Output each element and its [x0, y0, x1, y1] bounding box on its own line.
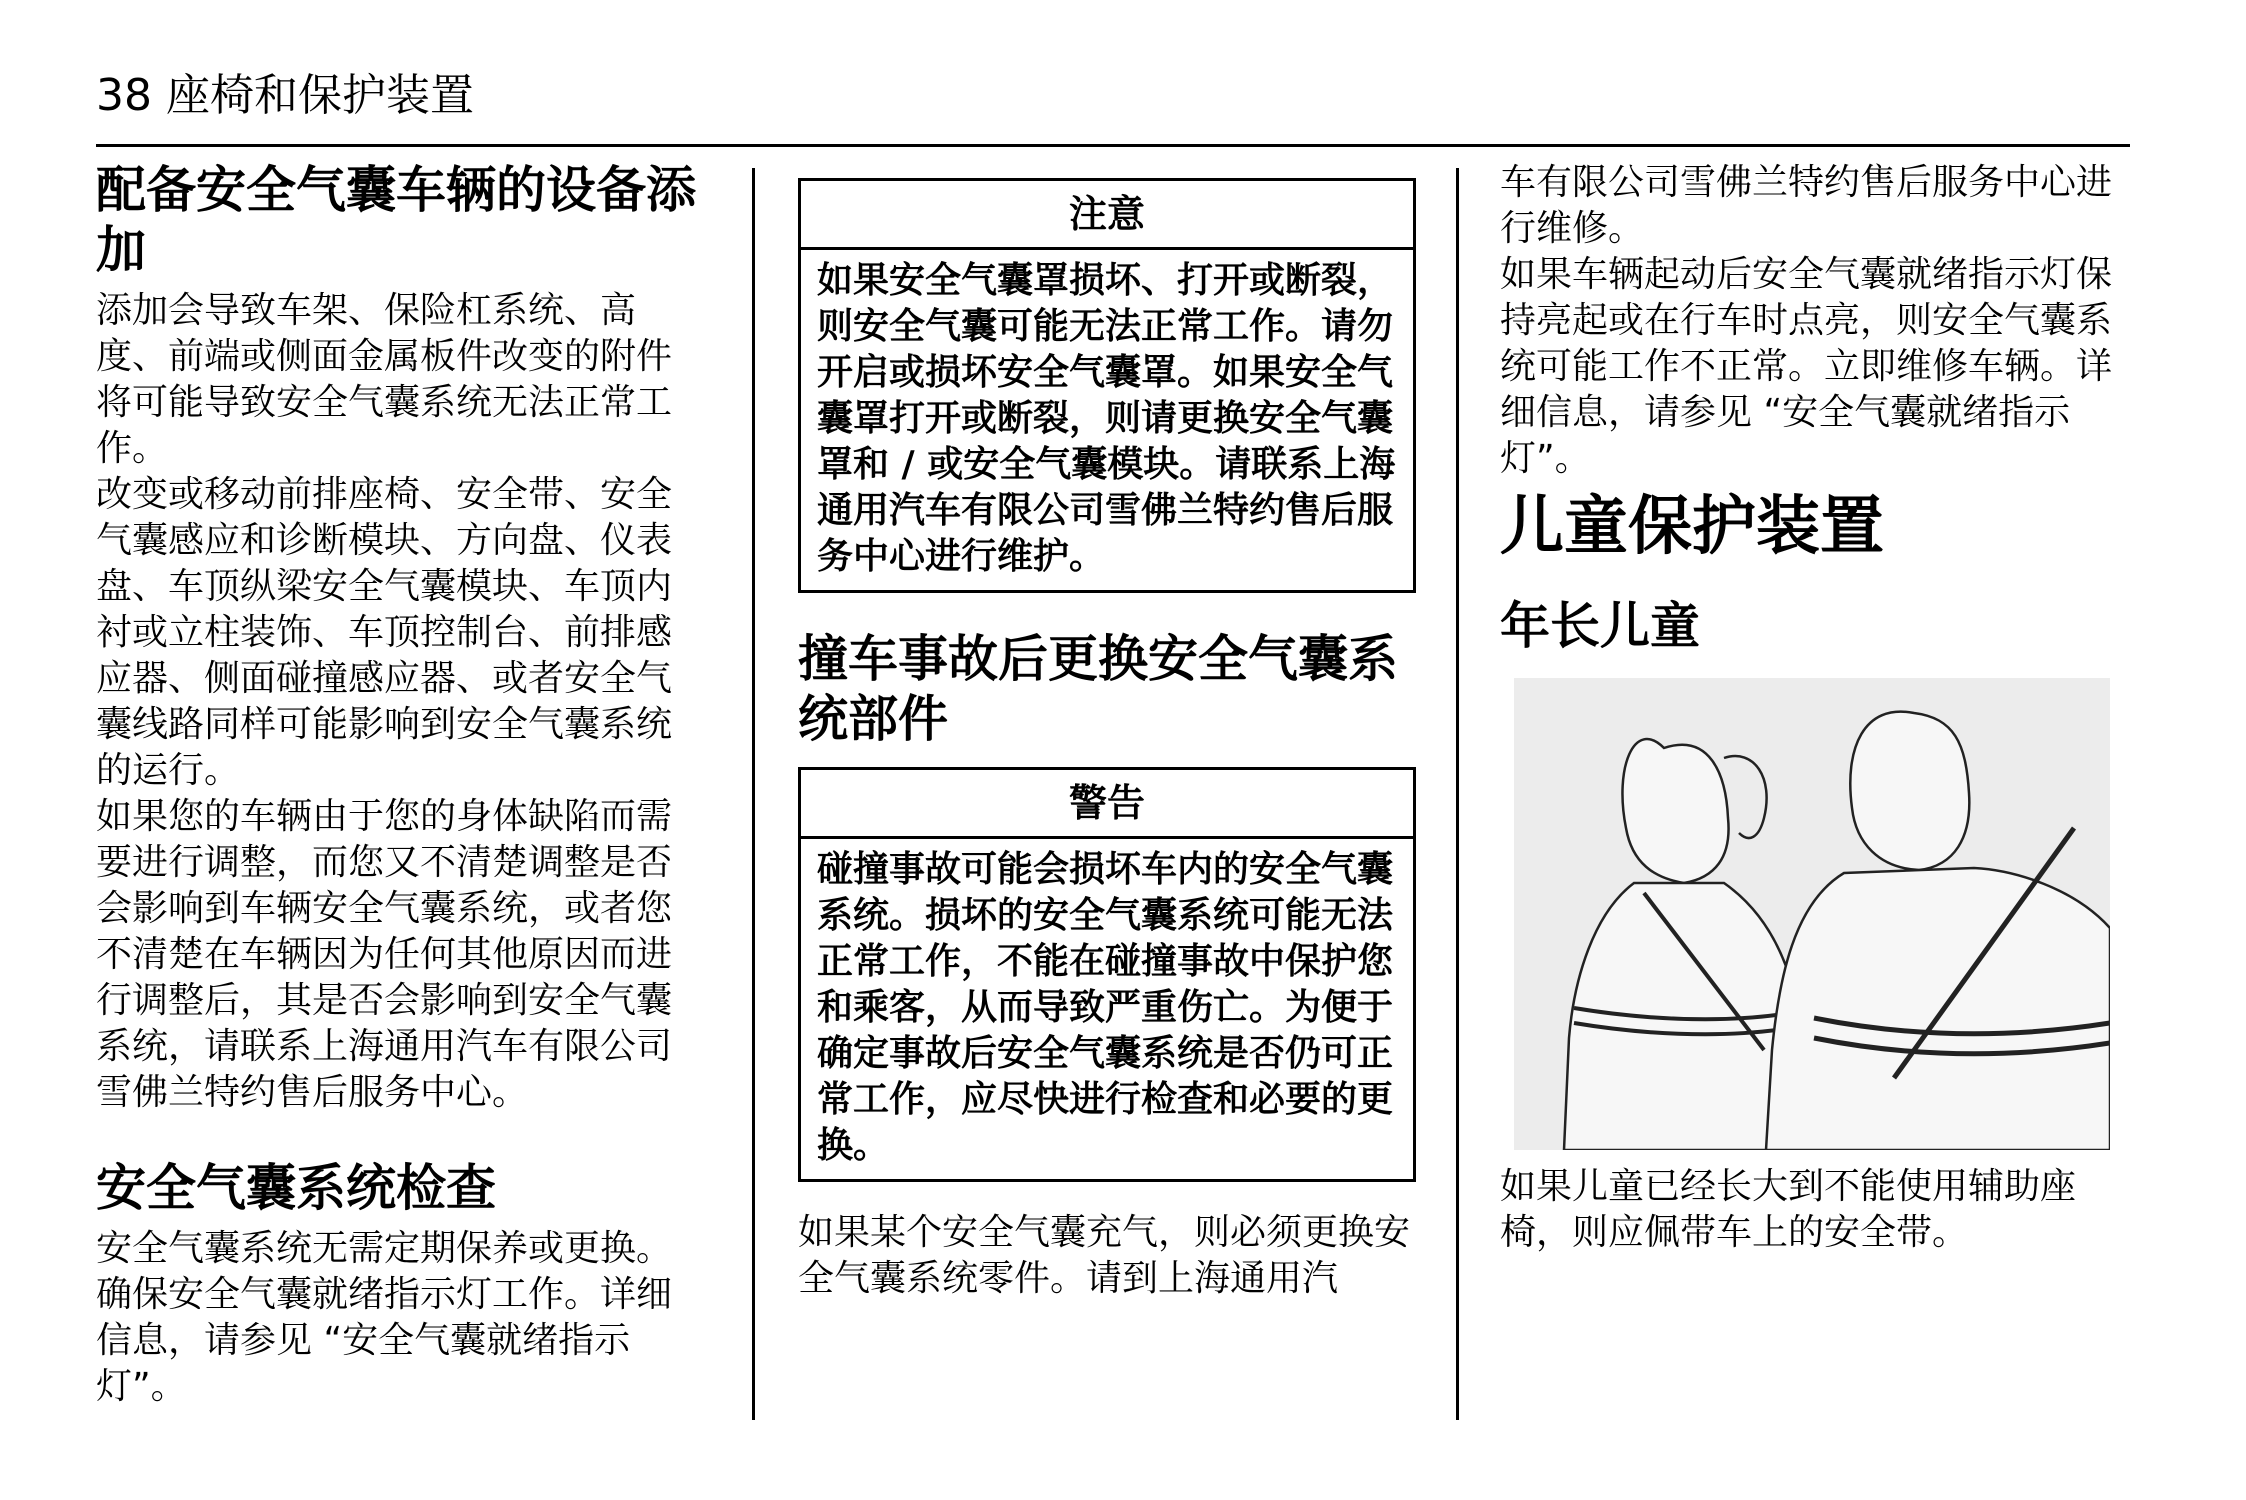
subsection-title: 年长儿童: [1500, 597, 1700, 655]
seatbelt-illustration: [1514, 678, 2110, 1150]
seatbelt-illustration-svg: [1514, 678, 2110, 1150]
page-header-text: 38 座椅和保护装置: [96, 70, 474, 121]
paragraph: 添加会导致车架、保险杠系统、高度、前端或侧面金属板件改变的附件将可能导致安全气囊系统无法正常工作。: [96, 290, 673, 469]
paragraph: 如果您的车辆由于您的身体缺陷而需要进行调整，而您又不清楚调整是否会影响到车辆安全气囊系统，或者您不清楚在车辆因为任何其他原因而进行调整后，其是否会影响到安全气囊系统，请联系上海通用汽车有限公司雪佛兰特约售后服务中心。: [96, 796, 673, 1113]
warning-body: 碰撞事故可能会损坏车内的安全气囊系统。损坏的安全气囊系统可能无法正常工作，不能在碰撞事故中保护您和乘客，从而导致严重伤亡。为便于确定事故后安全气囊系统是否仍可正常工作，应尽快进行检查和必要的更换。: [817, 849, 1394, 1166]
column-divider: [1456, 168, 1459, 1420]
paragraph: 如果车辆起动后安全气囊就绪指示灯保持亮起或在行车时点亮，则安全气囊系统可能工作不正常。立即维修车辆。详细信息，请参见 “安全气囊就绪指示灯”。: [1500, 254, 2113, 479]
paragraph: 车有限公司雪佛兰特约售后服务中心进行维修。: [1500, 162, 2113, 249]
column-divider: [752, 168, 755, 1420]
warning-box: [798, 767, 1416, 1182]
figure-caption: 如果儿童已经长大到不能使用辅助座椅，则应佩带车上的安全带。: [1500, 1166, 2077, 1253]
notice-box: [798, 178, 1416, 593]
section-title: 撞车事故后更换安全气囊系统部件: [798, 630, 1398, 748]
page-header: [96, 58, 2130, 147]
notice-title: 注意: [801, 181, 1413, 250]
warning-title: 警告: [801, 770, 1413, 839]
notice-body: 如果安全气囊罩损坏、打开或断裂，则安全气囊可能无法正常工作。请勿开启或损坏安全气囊罩。如果安全气囊罩打开或断裂，则请更换安全气囊罩和 / 或安全气囊模块。请联系上海通用汽车有限公司雪佛兰特约售后服务中心进行维护。: [817, 260, 1396, 577]
column-3: [1500, 160, 2130, 1256]
column-1: [96, 160, 706, 1410]
paragraph: 改变或移动前排座椅、安全带、安全气囊感应和诊断模块、方向盘、仪表盘、车顶纵梁安全气囊模块、车顶内衬或立柱装饰、车顶控制台、前排感应器、侧面碰撞感应器、或者安全气囊线路同样可能影响到安全气囊系统的运行。: [96, 474, 673, 791]
paragraph: 安全气囊系统无需定期保养或更换。确保安全气囊就绪指示灯工作。详细信息，请参见 “安全气囊就绪指示灯”。: [96, 1228, 673, 1407]
section-title: 安全气囊系统检查: [96, 1159, 496, 1217]
column-2: [798, 178, 1416, 1302]
paragraph: 如果某个安全气囊充气，则必须更换安全气囊系统零件。请到上海通用汽: [798, 1212, 1411, 1299]
section-title: 儿童保护装置: [1500, 490, 1884, 564]
section-title: 配备安全气囊车辆的设备添加: [96, 161, 696, 279]
